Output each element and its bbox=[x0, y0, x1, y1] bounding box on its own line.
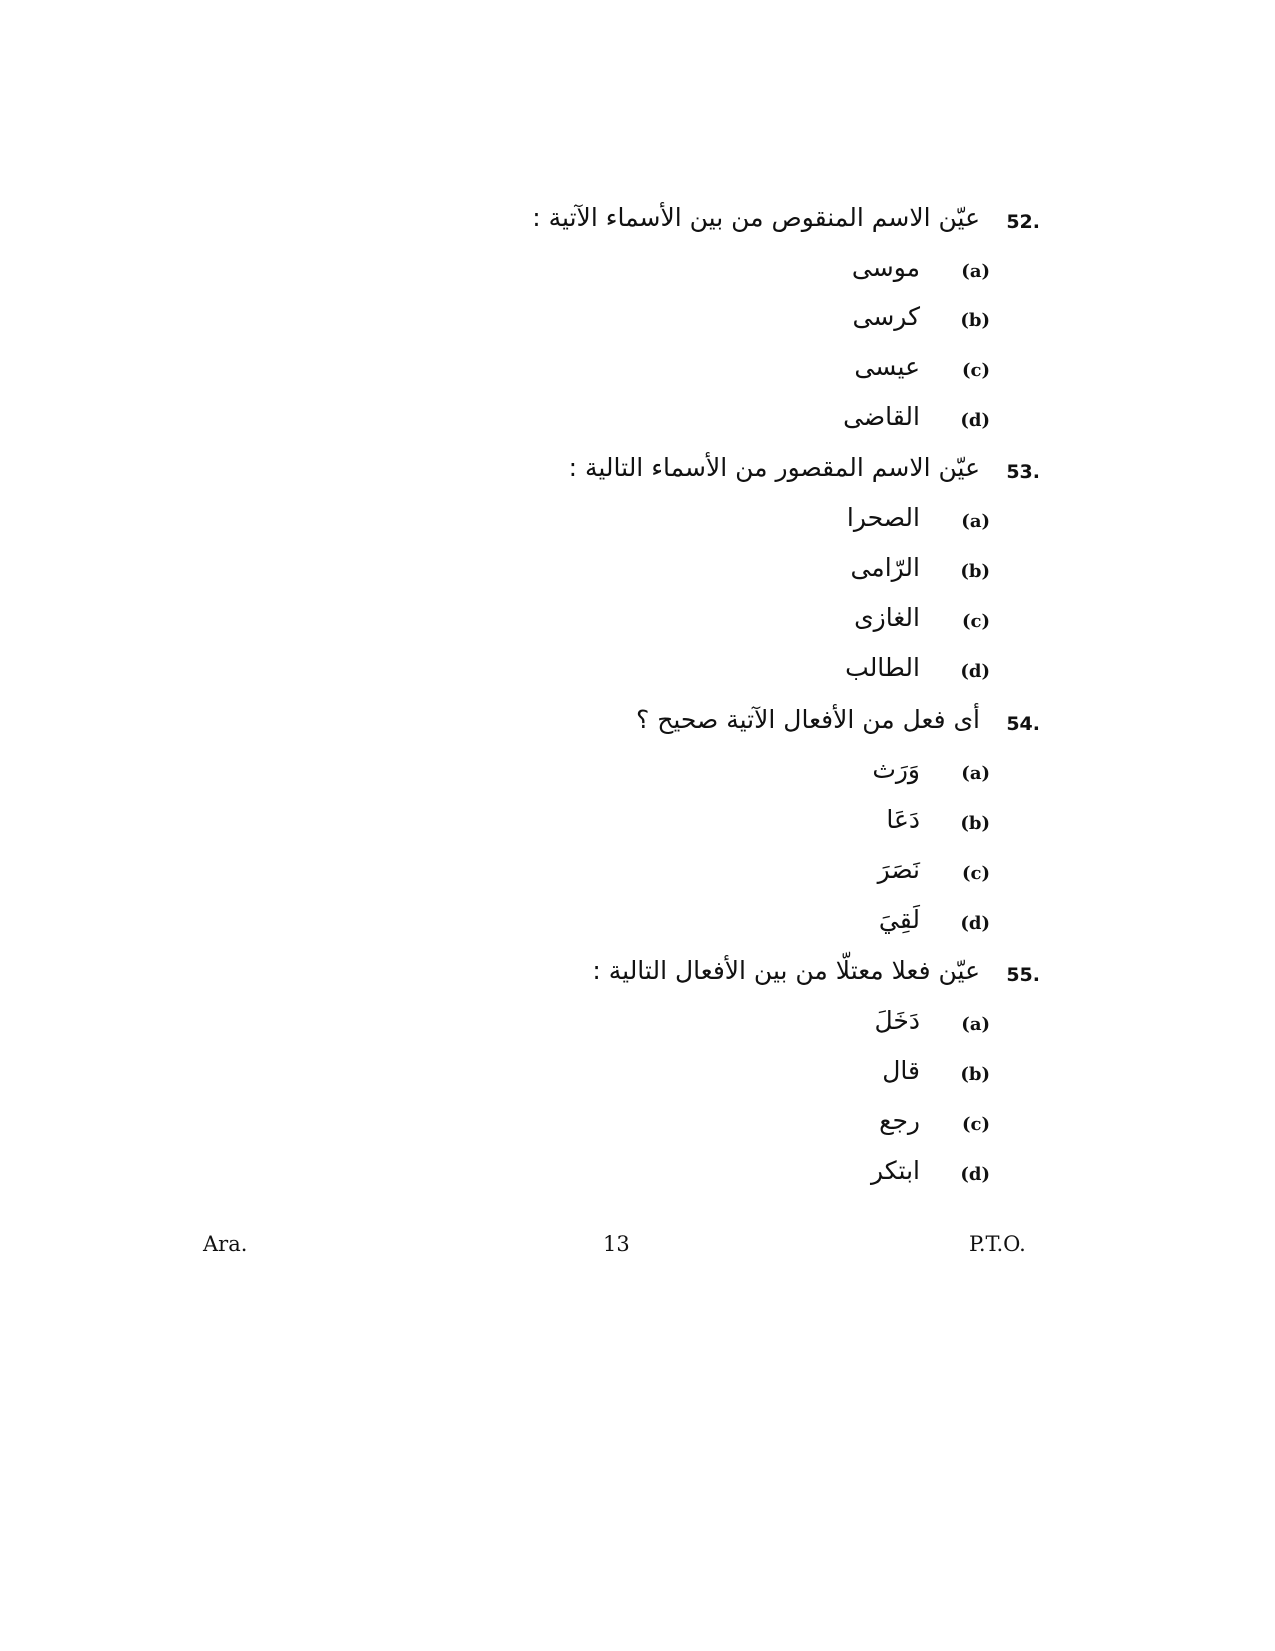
option-54-a bbox=[760, 755, 1000, 795]
option-55-d bbox=[760, 1156, 1000, 1196]
option-53-c bbox=[760, 603, 1000, 643]
option-text: رجع bbox=[879, 1106, 920, 1135]
question-55 bbox=[440, 956, 1040, 996]
footer-pto: P.T.O. bbox=[969, 1232, 1026, 1256]
question-number: 54. bbox=[1006, 713, 1040, 735]
option-52-a bbox=[760, 253, 1000, 293]
option-54-d bbox=[760, 905, 1000, 945]
option-label: (d) bbox=[960, 661, 990, 682]
question-text: عيّن فعلا معتلّا من بين الأفعال التالية : bbox=[592, 956, 980, 985]
option-label: (c) bbox=[962, 360, 990, 381]
option-label: (b) bbox=[960, 561, 990, 582]
option-text: لَقِيَ bbox=[878, 905, 920, 934]
option-label: (d) bbox=[960, 410, 990, 431]
option-55-a bbox=[760, 1006, 1000, 1046]
option-text: الطالب bbox=[845, 653, 920, 682]
option-label: (a) bbox=[961, 763, 990, 784]
option-text: عيسى bbox=[854, 352, 920, 381]
option-52-c bbox=[760, 352, 1000, 392]
option-55-c bbox=[760, 1106, 1000, 1146]
option-label: (b) bbox=[960, 813, 990, 834]
option-53-b bbox=[760, 553, 1000, 593]
option-text: القاضى bbox=[843, 402, 920, 431]
footer-subject-code: Ara. bbox=[203, 1232, 248, 1256]
option-label: (c) bbox=[962, 611, 990, 632]
option-text: ابتكر bbox=[870, 1156, 920, 1185]
option-label: (d) bbox=[960, 913, 990, 934]
footer-page-number: 13 bbox=[603, 1232, 630, 1256]
option-label: (c) bbox=[962, 1114, 990, 1135]
question-number: 55. bbox=[1006, 964, 1040, 986]
option-label: (d) bbox=[960, 1164, 990, 1185]
question-number: 53. bbox=[1006, 461, 1040, 483]
option-54-c bbox=[760, 855, 1000, 895]
option-53-a bbox=[760, 503, 1000, 543]
option-label: (a) bbox=[961, 511, 990, 532]
option-label: (c) bbox=[962, 863, 990, 884]
option-55-b bbox=[760, 1056, 1000, 1096]
option-text: وَرَث bbox=[872, 755, 920, 784]
option-54-b bbox=[760, 805, 1000, 845]
question-text: عيّن الاسم المنقوص من بين الأسماء الآتية : bbox=[532, 203, 980, 232]
question-54 bbox=[440, 705, 1040, 745]
option-text: الغازى bbox=[854, 603, 920, 632]
option-text: الصحرا bbox=[846, 503, 920, 532]
option-text: موسى bbox=[851, 253, 920, 282]
option-52-b bbox=[760, 302, 1000, 342]
option-text: دَخَلَ bbox=[874, 1006, 920, 1035]
option-label: (a) bbox=[961, 261, 990, 282]
option-text: دَعَا bbox=[886, 805, 920, 834]
option-label: (b) bbox=[960, 1064, 990, 1085]
question-text: عيّن الاسم المقصور من الأسماء التالية : bbox=[568, 453, 980, 482]
question-52 bbox=[440, 203, 1040, 243]
question-53 bbox=[440, 453, 1040, 493]
option-52-d bbox=[760, 402, 1000, 442]
option-text: قال bbox=[882, 1056, 920, 1085]
option-label: (a) bbox=[961, 1014, 990, 1035]
option-53-d bbox=[760, 653, 1000, 693]
option-text: كرسى bbox=[852, 302, 920, 331]
question-text: أى فعل من الأفعال الآتية صحيح ؟ bbox=[636, 705, 980, 734]
option-label: (b) bbox=[960, 310, 990, 331]
question-number: 52. bbox=[1006, 211, 1040, 233]
option-text: نَصَرَ bbox=[877, 855, 920, 884]
option-text: الرّامى bbox=[850, 553, 920, 582]
